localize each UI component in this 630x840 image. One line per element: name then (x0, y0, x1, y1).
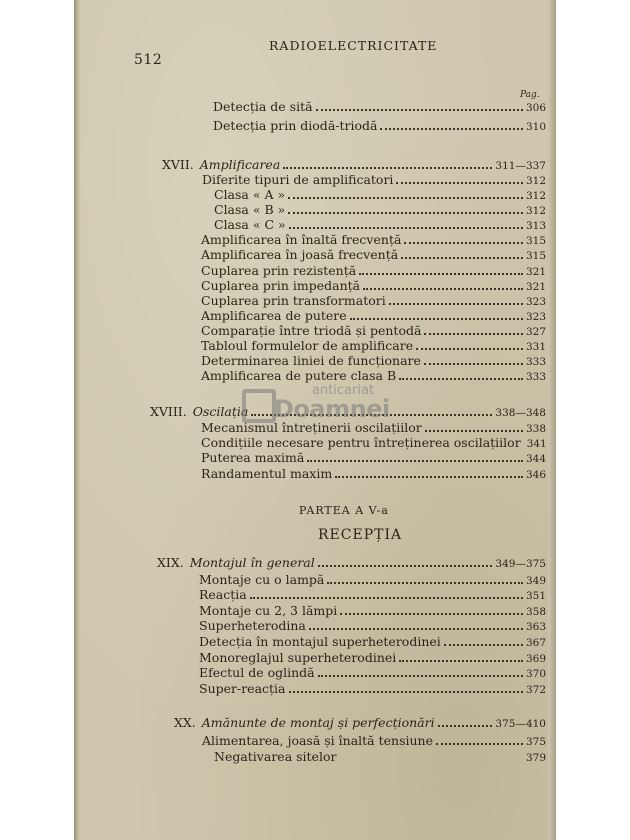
toc-entry (199, 664, 546, 680)
toc-entry (202, 171, 546, 187)
toc-entry-label: Determinarea liniei de funcționare (201, 353, 421, 368)
toc-entry (201, 231, 546, 247)
toc-entry (201, 337, 546, 353)
dot-leader (309, 628, 523, 630)
dot-leader (424, 363, 523, 365)
dot-leader (327, 582, 523, 584)
toc-entry-label: Comparație între triodă și pentodă (201, 323, 422, 338)
toc-entry-page: 370 (525, 668, 546, 680)
toc-entry (201, 434, 546, 450)
chapter-title: Montajul în general (189, 555, 315, 570)
pag-column-label: Pag. (520, 90, 540, 100)
toc-entry (199, 633, 546, 649)
toc-entry-page: 369 (525, 653, 546, 665)
dot-leader (444, 644, 523, 646)
toc-entry-page: 346 (525, 469, 546, 481)
toc-entry-label: Negativarea sitelor (214, 749, 337, 764)
toc-entry (199, 617, 546, 633)
toc-entry-label: Cuplarea prin rezistență (201, 263, 357, 278)
toc-entry-label: Condițiile necesare pentru întreținerea oscilațiilor (201, 435, 521, 450)
running-title: RADIOELECTRICITATE (269, 38, 438, 53)
chapter-page-range: 375—410 (495, 718, 546, 730)
toc-entry (201, 277, 546, 293)
dot-leader (288, 197, 523, 199)
toc-entry (201, 367, 546, 383)
toc-entry-page: 315 (525, 235, 546, 247)
toc-entry-page: 333 (525, 371, 546, 383)
toc-entry (201, 307, 546, 323)
toc-entry-page: 315 (525, 250, 546, 262)
dot-leader (399, 378, 523, 380)
toc-entry (199, 586, 546, 602)
toc-entry-label: Cuplarea prin impedanță (201, 278, 361, 293)
toc-entry (202, 732, 546, 748)
toc-entry-label: Mecanismul întreținerii oscilațiilor (201, 420, 422, 435)
toc-entry-label: Clasa « B » (214, 202, 286, 217)
toc-entry-label: Amplificarea de putere clasa B (201, 368, 397, 383)
dot-leader (359, 273, 523, 275)
toc-entry (214, 186, 546, 202)
dot-leader (335, 476, 523, 478)
toc-chapter (157, 554, 546, 570)
toc-entry (199, 602, 546, 618)
toc-entry-label: Clasa « C » (214, 217, 286, 232)
toc-entry (199, 571, 546, 587)
dot-leader (380, 128, 522, 130)
toc-chapter (162, 156, 546, 172)
dot-leader (250, 597, 523, 599)
toc-entry-label: Detecția de sită (213, 99, 313, 114)
toc-entry-page: 351 (525, 590, 546, 602)
dot-leader (399, 660, 523, 662)
toc-entry-label: Diferite tipuri de amplificatori (202, 172, 394, 187)
toc-entry-label: Cuplarea prin transformatori (201, 293, 386, 308)
toc-entry-page: 349 (525, 575, 546, 587)
dot-leader (350, 318, 523, 320)
toc-entry (199, 649, 546, 665)
chapter-page-range: 349—375 (495, 558, 546, 570)
toc-entry-label: Amplificarea în înaltă frecvență (201, 232, 402, 247)
chapter-page-range: 338—348 (495, 407, 546, 419)
toc-entry-page: 358 (525, 606, 546, 618)
toc-entry-label: Reacția (199, 587, 247, 602)
toc-entry-label: Amplificarea în joasă frecvență (201, 247, 399, 262)
dot-leader (316, 109, 523, 111)
toc-entry (201, 292, 546, 308)
toc-entry-page: 323 (525, 311, 546, 323)
dot-leader (424, 333, 523, 335)
toc-entry (214, 201, 546, 217)
toc-entry-page: 313 (525, 220, 546, 232)
toc-entry-page: 312 (525, 205, 546, 217)
toc-entry (214, 216, 546, 232)
toc-entry-label: Montaje cu 2, 3 lămpi (199, 603, 338, 618)
toc-entry (199, 680, 546, 696)
chapter-number: XVIII. (150, 404, 187, 419)
toc-entry-label: Tabloul formulelor de amplificare (201, 338, 414, 353)
page-edge-shadow (548, 0, 556, 840)
toc-entry-page: 321 (525, 281, 546, 293)
chapter-title: Oscilația (192, 404, 249, 419)
toc-entry-label: Superheterodina (199, 618, 306, 633)
watermark-small-text: anticariat (312, 383, 375, 398)
book-page (74, 0, 556, 840)
toc-entry-page: 375 (525, 736, 546, 748)
dot-leader (438, 725, 493, 727)
toc-entry-page: 367 (525, 637, 546, 649)
toc-chapter (174, 714, 546, 730)
toc-entry (201, 352, 546, 368)
toc-entry (214, 748, 546, 764)
dot-leader (307, 460, 523, 462)
dot-leader (318, 675, 523, 677)
toc-entry-label: Detecția în montajul superheterodinei (199, 634, 441, 649)
part-title: PARTEA A V-a (299, 504, 389, 517)
toc-entry-page: 310 (525, 121, 546, 133)
toc-entry-page: 312 (525, 175, 546, 187)
toc-entry-label: Randamentul maxim (201, 466, 333, 481)
dot-leader (363, 288, 523, 290)
chapter-page-range: 311—337 (495, 160, 546, 172)
chapter-title: Amănunte de montaj și perfecționări (201, 715, 435, 730)
toc-entry-page: 372 (525, 684, 546, 696)
dot-leader (289, 691, 523, 693)
dot-leader (288, 212, 523, 214)
chapter-number: XIX. (157, 555, 184, 570)
toc-entry-page: 312 (525, 190, 546, 202)
toc-entry-label: Detecția prin diodă-triodă (213, 118, 378, 133)
dot-leader (283, 167, 492, 169)
toc-entry (201, 322, 546, 338)
watermark-big-text: Doamnei (274, 395, 390, 423)
toc-entry-label: Montaje cu o lampă (199, 572, 325, 587)
toc-entry-page: 341 (526, 438, 547, 450)
toc-entry-page: 321 (525, 266, 546, 278)
toc-entry-label: Puterea maximă (201, 450, 305, 465)
dot-leader (389, 303, 523, 305)
chapter-number: XX. (174, 715, 196, 730)
toc-entry (201, 262, 546, 278)
chapter-number: XVII. (162, 157, 194, 172)
anticariat-watermark (242, 383, 464, 433)
dot-leader (396, 182, 523, 184)
toc-entry-page: 331 (525, 341, 546, 353)
chapter-title: Amplificarea (199, 157, 281, 172)
toc-entry-label: Amplificarea de putere (201, 308, 347, 323)
dot-leader (436, 743, 523, 745)
dot-leader (289, 227, 523, 229)
toc-entry-page: 344 (525, 453, 546, 465)
toc-entry-page: 306 (525, 102, 546, 114)
part-subtitle: RECEPȚIA (318, 527, 403, 543)
toc-entry-label: Efectul de oglindă (199, 665, 315, 680)
toc-entry (201, 465, 546, 481)
page-number: 512 (134, 52, 163, 68)
watermark-logo-icon (242, 389, 276, 423)
dot-leader (401, 257, 523, 259)
dot-leader (416, 348, 523, 350)
toc-entry-label: Super-reacția (199, 681, 286, 696)
toc-entry-page: 363 (525, 621, 546, 633)
toc-entry (213, 98, 546, 114)
toc-entry-page: 323 (525, 296, 546, 308)
toc-entry-label: Alimentarea, joasă și înaltă tensiune (202, 733, 433, 748)
toc-entry-page: 379 (525, 752, 546, 764)
dot-leader (318, 565, 493, 567)
toc-entry (213, 117, 546, 133)
toc-entry (201, 246, 546, 262)
dot-leader (404, 242, 523, 244)
toc-entry (201, 449, 546, 465)
toc-entry-label: Clasa « A » (214, 187, 286, 202)
toc-entry-page: 333 (525, 356, 546, 368)
toc-entry-page: 338 (525, 423, 546, 435)
dot-leader (340, 613, 523, 615)
toc-entry-label: Monoreglajul superheterodinei (199, 650, 397, 665)
page-spine-shadow (74, 0, 80, 840)
toc-entry-page: 327 (525, 326, 546, 338)
